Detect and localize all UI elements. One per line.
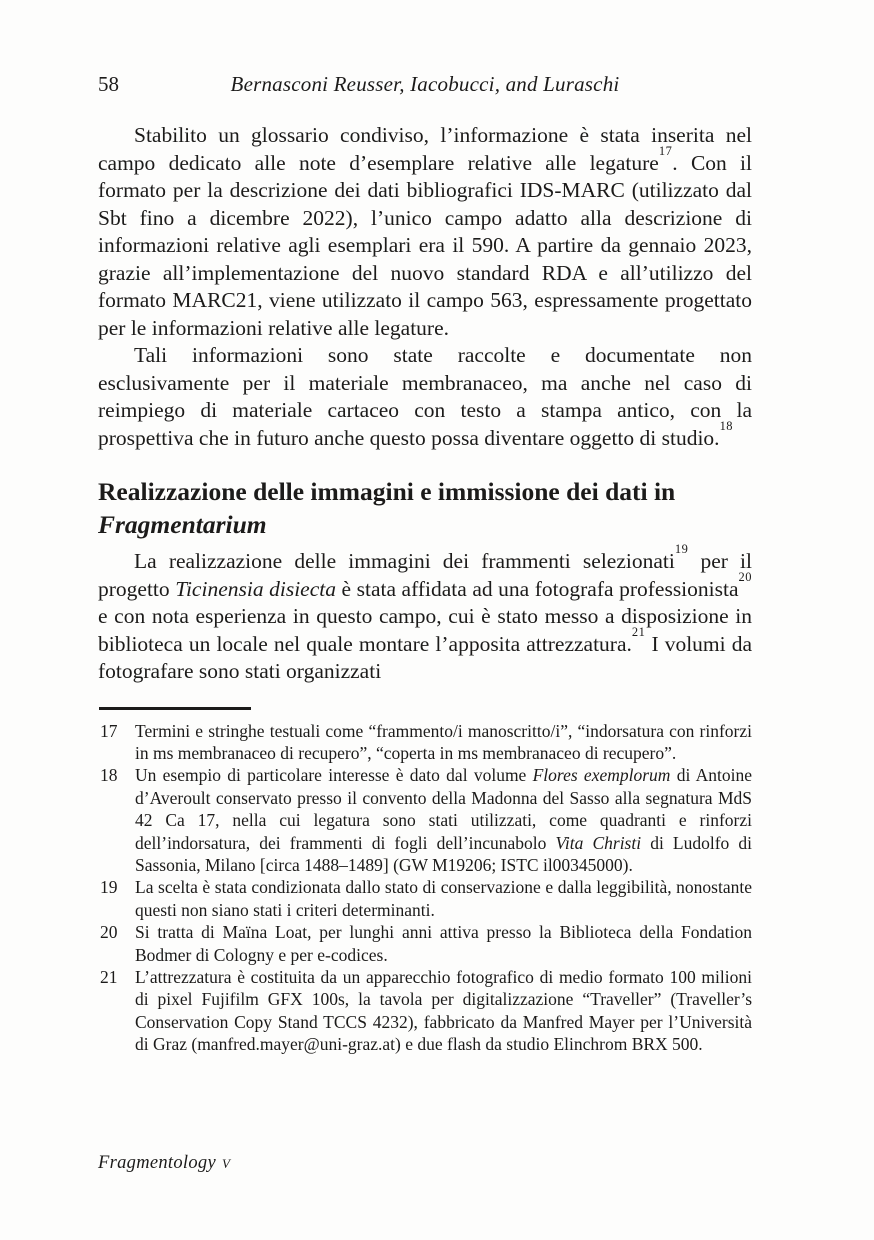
italic-text: Ticinensia disiecta <box>175 576 336 601</box>
footnote-text: Un esempio di particolare interesse è dato dal volume Flores exemplorum di Antoine d’Averoult conservato presso il convento della Madonna del Sasso alla segnatura MdS 42 Ca 17, nella cui legatura sono stati utilizzati, come quadranti e rinforzi dell’indorsatura, dei frammenti di fogli dell’incunabolo Vita Christi di Ludolfo di Sassonia, Milano [circa 1488–1489] (GW M19206; ISTC il00345000). <box>135 765 753 875</box>
footnote-text: Si tratta di Maïna Loat, per lunghi anni attiva presso la Biblioteca della Fondation Bodmer di Cologny e per e-codices. <box>135 922 752 965</box>
footnote-text: L’attrezzatura è costituita da un apparecchio fotografico di medio formato 100 milioni di pixel Fujifilm GFX 100s, la tavola per digitalizzazione “Traveller” (Traveller’s Conservation Copy Stand TCCS 4232), fabbricato da Manfred Mayer per l’Università di Graz (manfred.mayer@uni-graz.at) e due flash da studio Elinchrom BRX 500. <box>135 966 752 1055</box>
paragraph-raccolta-informazioni: Tali informazioni sono state raccolte e documentate non esclusivamente per il materiale membranaceo, ma anche nel caso di reimpiego di materiale cartaceo con testo a stampa antico, con la prospettiva che in futuro anche questo possa diventare oggetto di studio.$^{18}$ <box>98 343 752 450</box>
paragraph-glossario: Stabilito un glossario condiviso, l’informazione è stata inserita nel campo dedicato alle note d’esemplare relative alle legature$^{17}$. Con il formato per la descrizione dei dati bibliografici IDS-MARC (utilizzato dal Sbt fino a dicembre 2022), l’unico campo adatto alla descrizione di informazioni relative agli esemplari era il 590. A partire da gennaio 2023, grazie all’implementazione del nuovo standard RDA e all’utilizzo del formato MARC21, viene utilizzato il campo 563, espressamente progettato per le informazioni relative alle legature. <box>98 123 752 340</box>
footnote-text: La scelta è stata condizionata dallo stato di conservazione e dalla leggibilità, nonostante questi non siano stati i criteri determinanti. <box>135 877 752 920</box>
section-heading: Realizzazione delle immagini e immissione dei dati in Fragmentarium <box>98 477 676 539</box>
journal-volume-number: v <box>221 1153 231 1173</box>
footnote-number: 19 <box>100 877 118 898</box>
italic-text: Flores exemplorum <box>532 765 671 786</box>
page-number: 58 <box>98 72 119 96</box>
footnote-19 <box>98 876 752 921</box>
journal-footer <box>98 1153 230 1174</box>
footnote-number: 20 <box>100 922 118 943</box>
footnote-number: 21 <box>100 966 118 987</box>
footnote-number: 18 <box>100 765 118 786</box>
footnote-21 <box>98 966 752 1056</box>
running-head <box>98 72 752 100</box>
italic-text: Vita Christi <box>555 832 642 853</box>
footnote-separator-rule <box>99 707 251 710</box>
footnote-18 <box>98 764 752 876</box>
footnote-reference: 21 <box>631 624 646 639</box>
paragraph-realizzazione-immagini: La realizzazione delle immagini dei frammenti selezionati$^{19}$ per il progetto Ticinensia disiecta è stata affidata ad una fotografa professionista$^{20}$ e con nota esperienza in questo campo, cui è stato messo a disposizione in biblioteca un locale nel quale montare l’apposita attrezzatura.$^{21}$ I volumi da fotografare sono stati organizzati <box>98 542 752 683</box>
footnote-reference: 20 <box>738 569 752 584</box>
footnote-17 <box>98 720 752 765</box>
journal-title: Fragmentology <box>98 1153 216 1173</box>
article-body <box>98 122 752 686</box>
footnote-number: 17 <box>100 720 118 741</box>
footnote-reference: 18 <box>719 418 734 433</box>
italic-text: Fragmentarium <box>98 510 267 539</box>
running-title: Bernasconi Reusser, Iacobucci, and Luraschi <box>230 72 620 96</box>
footnote-reference: 19 <box>674 542 689 557</box>
footnote-text: Termini e stringhe testuali come “frammento/i manoscritto/i”, “indorsatura con rinforzi in ms membranaceo di recupero”, “coperta in ms membranaceo di recupero”. <box>135 720 752 763</box>
footnotes-section <box>98 720 752 1056</box>
footnote-20 <box>98 921 752 966</box>
footnote-reference: 17 <box>658 143 673 158</box>
